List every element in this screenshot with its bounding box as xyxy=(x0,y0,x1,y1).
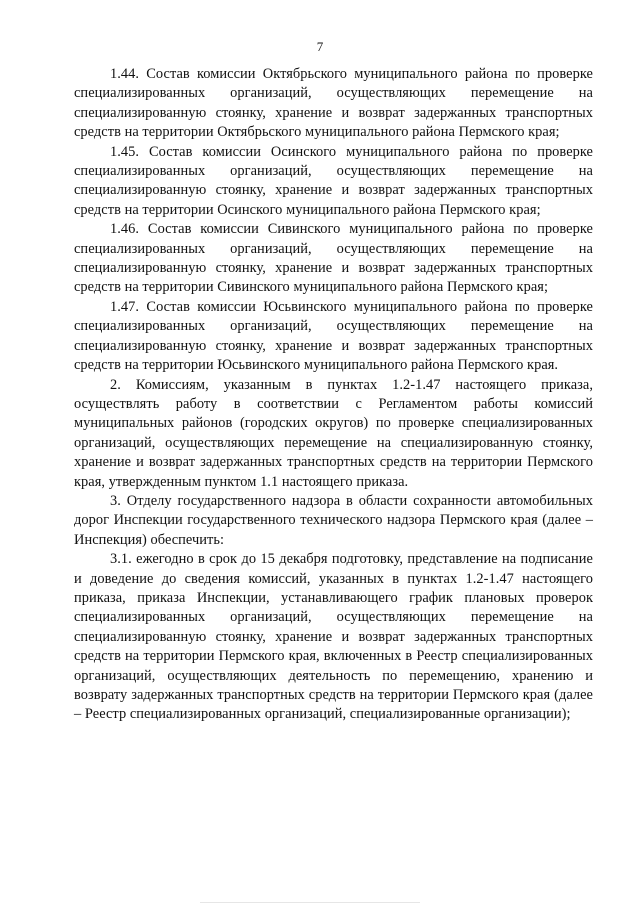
paragraph-1-44: 1.44. Состав комиссии Октябрьского муниципального района по проверке специализированных организаций, осуществляющих перемещение на специализированную стоянку, хранение и возврат задержанных транспортных средств на территории Октябрьского муниципального района Пермского края; xyxy=(74,66,593,141)
paragraph-3: 3. Отделу государственного надзора в области сохранности автомобильных дорог Инспекции государственного технического надзора Пермского края (далее – Инспекция) обеспечить: xyxy=(74,492,593,548)
paragraph-2: 2. Комиссиям, указанным в пунктах 1.2-1.47 настоящего приказа, осуществлять работу в соответствии с Регламентом работы комиссий муниципальных районов (городских округов) по проверке специализированных организаций, осуществляющих перемещение на специализированную стоянку, хранение и возврат задержанных транспортных средств на территории Пермского края, утвержденным пунктом 1.1 настоящего приказа. xyxy=(74,376,593,490)
paragraph-3-1: 3.1. ежегодно в срок до 15 декабря подготовку, представление на подписание и доведение до сведения комиссий, указанных в пунктах 1.2-1.47 настоящего приказа, приказа Инспекции, устанавливающего график плановых проверок специализированных организаций, осуществляющих перемещение на специализированную стоянку, хранение и возврат задержанных транспортных средств на территории Пермского края, включенных в Реестр специализированных организаций, осуществляющих деятельность по перемещению, хранению и возврату задержанных транспортных средств на территории Пермского края (далее – Реестр специализированных организаций, специализированные организации); xyxy=(74,551,593,723)
paragraph-1-46: 1.46. Состав комиссии Сивинского муниципального района по проверке специализированных организаций, осуществляющих перемещение на специализированную стоянку, хранение и возврат задержанных транспортных средств на территории Сивинского муниципального района Пермского края; xyxy=(74,221,593,296)
page-number: 7 xyxy=(316,39,324,54)
scan-edge-line xyxy=(200,902,420,903)
document-body xyxy=(74,65,593,725)
paragraph-1-45: 1.45. Состав комиссии Осинского муниципального района по проверке специализированных организаций, осуществляющих перемещение на специализированную стоянку, хранение и возврат задержанных транспортных средств на территории Осинского муниципального района Пермского края; xyxy=(74,143,593,218)
paragraph-1-47: 1.47. Состав комиссии Юсьвинского муниципального района по проверке специализированных организаций, осуществляющих перемещение на специализированную стоянку, хранение и возврат задержанных транспортных средств на территории Юсьвинского муниципального района Пермского края. xyxy=(74,298,593,374)
